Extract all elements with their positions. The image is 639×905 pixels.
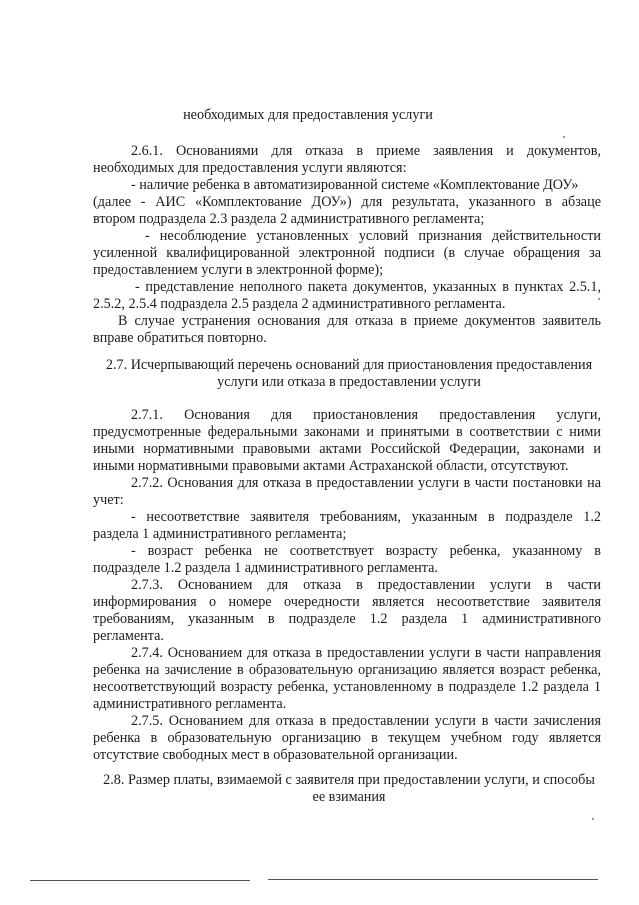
paragraph-line: информирования о номере очередности является несоответствие заявителя	[93, 594, 601, 610]
list-item-line: - представление неполного пакета документов, указанных в пунктах 2.5.1,	[135, 279, 601, 295]
paragraph-line: 2.7.1. Основания для приостановления предоставления услуги,	[131, 407, 601, 423]
list-item-line: - возраст ребенка не соответствует возрасту ребенка, указанному в	[131, 543, 601, 559]
paragraph-line: требованиям, указанным в подразделе 1.2 раздела 1 административного	[93, 611, 601, 627]
section-heading-continuation: необходимых для предоставления услуги	[183, 107, 433, 123]
scan-speck	[598, 298, 600, 300]
list-item-line: - наличие ребенка в автоматизированной системе «Комплектование ДОУ»	[131, 177, 579, 193]
paragraph-line: 2.6.1. Основаниями для отказа в приеме заявления и документов,	[131, 143, 601, 159]
paragraph-line: ребенка на зачисление в образовательную организацию является возраст ребенка,	[93, 662, 601, 678]
paragraph-line: раздела 1 административного регламента;	[93, 526, 347, 542]
scan-edge-line	[30, 880, 250, 881]
paragraph-line: предоставлением услуги в электронной форме);	[93, 262, 384, 278]
paragraph-line: несоответствующий возрасту ребенка, установленному в подразделе 1.2 раздела 1	[93, 679, 601, 695]
paragraph-line: административного регламента.	[93, 696, 287, 712]
paragraph-line: (далее - АИС «Комплектование ДОУ») для результата, указанного в абзаце	[93, 194, 601, 210]
section-heading: 2.8. Размер платы, взимаемой с заявителя при предоставлении услуги, и способы	[103, 772, 595, 788]
paragraph-line: ребенка в образовательную организацию в текущем учебном году является	[93, 730, 601, 746]
paragraph-line: втором подраздела 2.3 раздела 2 административного регламента;	[93, 211, 485, 227]
section-heading: услуги или отказа в предоставлении услуги	[217, 374, 481, 390]
list-item-line: - несоответствие заявителя требованиям, указанным в подразделе 1.2	[131, 509, 601, 525]
paragraph-line: иными нормативными правовыми актами Российской Федерации, законами и	[93, 441, 601, 457]
section-heading: ее взимания	[312, 789, 386, 805]
paragraph-line: вправе обратиться повторно.	[93, 330, 267, 346]
scan-edge-line	[268, 879, 598, 880]
paragraph-line: В случае устранения основания для отказа в приеме документов заявитель	[118, 313, 601, 329]
paragraph-line: отсутствие свободных мест в образовательной организации.	[93, 747, 458, 763]
paragraph-line: подразделе 1.2 раздела 1 административного регламента.	[93, 560, 438, 576]
paragraph-line: предусмотренные федеральными законами и принятыми в соответствии с ними	[93, 424, 601, 440]
paragraph-line: 2.7.4. Основанием для отказа в предоставлении услуги в части направления	[131, 645, 601, 661]
list-item-line: - несоблюдение установленных условий признания действительности	[145, 228, 601, 244]
paragraph-line: 2.5.2, 2.5.4 подраздела 2.5 раздела 2 административного регламента.	[93, 296, 506, 312]
paragraph-line: регламента.	[93, 628, 164, 644]
section-heading: 2.7. Исчерпывающий перечень оснований для приостановления предоставления	[105, 357, 593, 373]
paragraph-line: необходимых для предоставления услуги являются:	[93, 160, 407, 176]
paragraph-line: 2.7.5. Основанием для отказа в предоставлении услуги в части зачисления	[131, 713, 601, 729]
paragraph-line: иными нормативными правовыми актами Астраханской области, отсутствуют.	[93, 458, 569, 474]
paragraph-line: учет:	[93, 492, 124, 508]
scan-speck	[563, 136, 565, 138]
paragraph-line: усиленной квалифицированной электронной подписи (в случае обращения за	[93, 245, 601, 261]
scan-speck	[592, 818, 594, 820]
paragraph-line: 2.7.2. Основания для отказа в предоставлении услуги в части постановки на	[131, 475, 601, 491]
paragraph-line: 2.7.3. Основанием для отказа в предоставлении услуги в части	[131, 577, 601, 593]
